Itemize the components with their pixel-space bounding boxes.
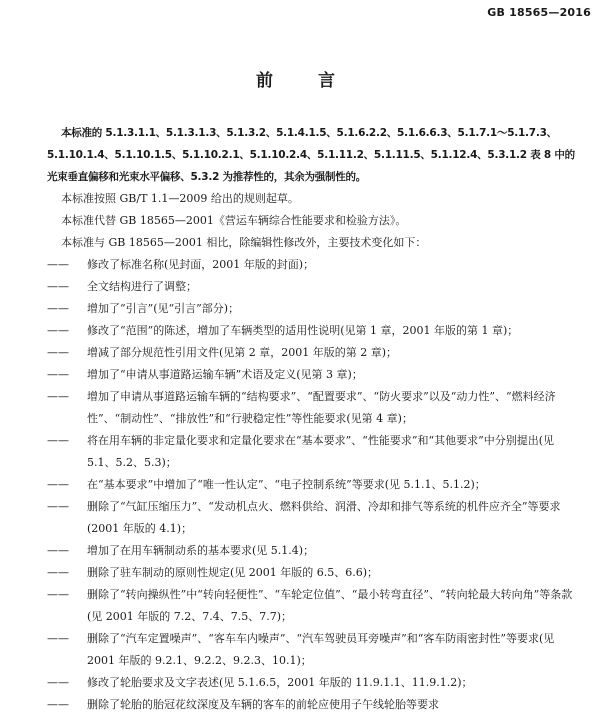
dash: —— [47,676,69,689]
cut-off-line [47,694,575,711]
change-item [47,672,575,694]
dash: —— [47,302,69,315]
dash: —— [47,698,69,711]
change-item [47,474,575,496]
scope-statement: 本标准的 5.1.3.1.1、5.1.3.1.3、5.1.3.2、5.1.4.1.5、5.1.6.2.2、5.1.6.6.3、5.1.7.1～5.1.7.3、5.1.10.1.4、5.1.10.1.5、5.1.10.2.1、5.1.10.2.4、5.1.11.2、5.1.11.5、5.1.12.4、5.3.1.2 表 8 中的光束垂直偏移和光束水平偏移、5.3.2 为推荐性的，其余为强制性的。 [47,127,575,183]
change-item [47,562,575,584]
change-item-text: 修改了轮胎要求及文字表述(见 5.1.6.5，2001 年版的 11.9.1.1、11.9.1.2)； [87,676,473,689]
change-item-text: 删除了“汽车定置噪声”、“客车车内噪声”、“汽车驾驶员耳旁噪声”和“客车防雨密封性”等要求(见 2001 年版的 9.2.1、9.2.2、9.2.3、10.1)； [87,632,555,667]
dash: —— [47,390,69,403]
change-item [47,584,575,628]
dash: —— [47,544,69,557]
change-item-text: 增加了“申请从事道路运输车辆”术语及定义(见第 3 章)； [87,368,363,381]
document-body [47,122,575,711]
dash: —— [47,346,69,359]
change-item [47,342,575,364]
change-item-text: 删除了“气缸压缩压力”、“发动机点火、燃料供给、润滑、冷却和排气等系统的机件应齐全”等要求(2001 年版的 4.1)； [87,500,561,535]
change-item-text: 增加了“引言”(见“引言”部分)； [87,302,240,315]
dash: —— [47,280,69,293]
change-item [47,320,575,342]
change-item-text: 增加了在用车辆制动系的基本要求(见 5.1.4)； [87,544,315,557]
change-item-text: 修改了标准名称(见封面，2001 年版的封面)； [87,258,315,271]
dash: —— [47,588,69,601]
change-item [47,628,575,672]
change-item [47,254,575,276]
change-item [47,298,575,320]
dash: —— [47,434,69,447]
dash: —— [47,368,69,381]
dash: —— [47,500,69,513]
change-item [47,496,575,540]
dash: —— [47,632,69,645]
change-item [47,430,575,474]
change-item-text: 删除了“转向操纵性”中“转向轻便性”、“车轮定位值”、“最小转弯直径”、“转向轮最大转向角”等条款(见 2001 年版的 7.2、7.4、7.5、7.7)； [87,588,573,623]
change-item-text: 将在用车辆的非定量化要求和定量化要求在“基本要求”、“性能要求”和“其他要求”中分别提出(见 5.1、5.2、5.3)； [87,434,555,469]
change-list [47,254,575,694]
change-item-text: 删除了驻车制动的原则性规定(见 2001 年版的 6.5、6.6)； [87,566,379,579]
change-item-text: 增加了申请从事道路运输车辆的“结构要求”、“配置要求”、“防火要求”以及“动力性”、“燃料经济性”、“制动性”、“排放性”和“行驶稳定性”等性能要求(见第 4 章)； [87,390,556,425]
drafting-rules: 本标准按照 GB/T 1.1—2009 给出的规则起草。 [61,192,299,205]
change-item [47,276,575,298]
standard-number: GB 18565—2016 [487,6,591,19]
change-item-text: 增减了部分规范性引用文件(见第 2 章，2001 年版的第 2 章)； [87,346,398,359]
dash: —— [47,478,69,491]
change-item-text: 全文结构进行了调整； [87,280,197,293]
page-title: 前 言 [256,71,349,91]
change-item [47,540,575,562]
change-item-text: 在“基本要求”中增加了“唯一性认定”、“电子控制系统”等要求(见 5.1.1、5.1.2)； [87,478,486,491]
replacement-statement: 本标准代替 GB 18565—2001《营运车辆综合性能要求和检验方法》。 [61,214,407,227]
change-item-text: 修改了“范围”的陈述，增加了车辆类型的适用性说明(见第 1 章，2001 年版的第 1 章)； [87,324,519,337]
change-item-text: 删除了轮胎的胎冠花纹深度及车辆的客车的前轮应使用子午线轮胎等要求 [87,698,439,711]
dash: —— [47,566,69,579]
dash: —— [47,324,69,337]
change-item [47,364,575,386]
change-item [47,386,575,430]
dash: —— [47,258,69,271]
changes-intro: 本标准与 GB 18565—2001 相比，除编辑性修改外，主要技术变化如下： [61,236,427,249]
